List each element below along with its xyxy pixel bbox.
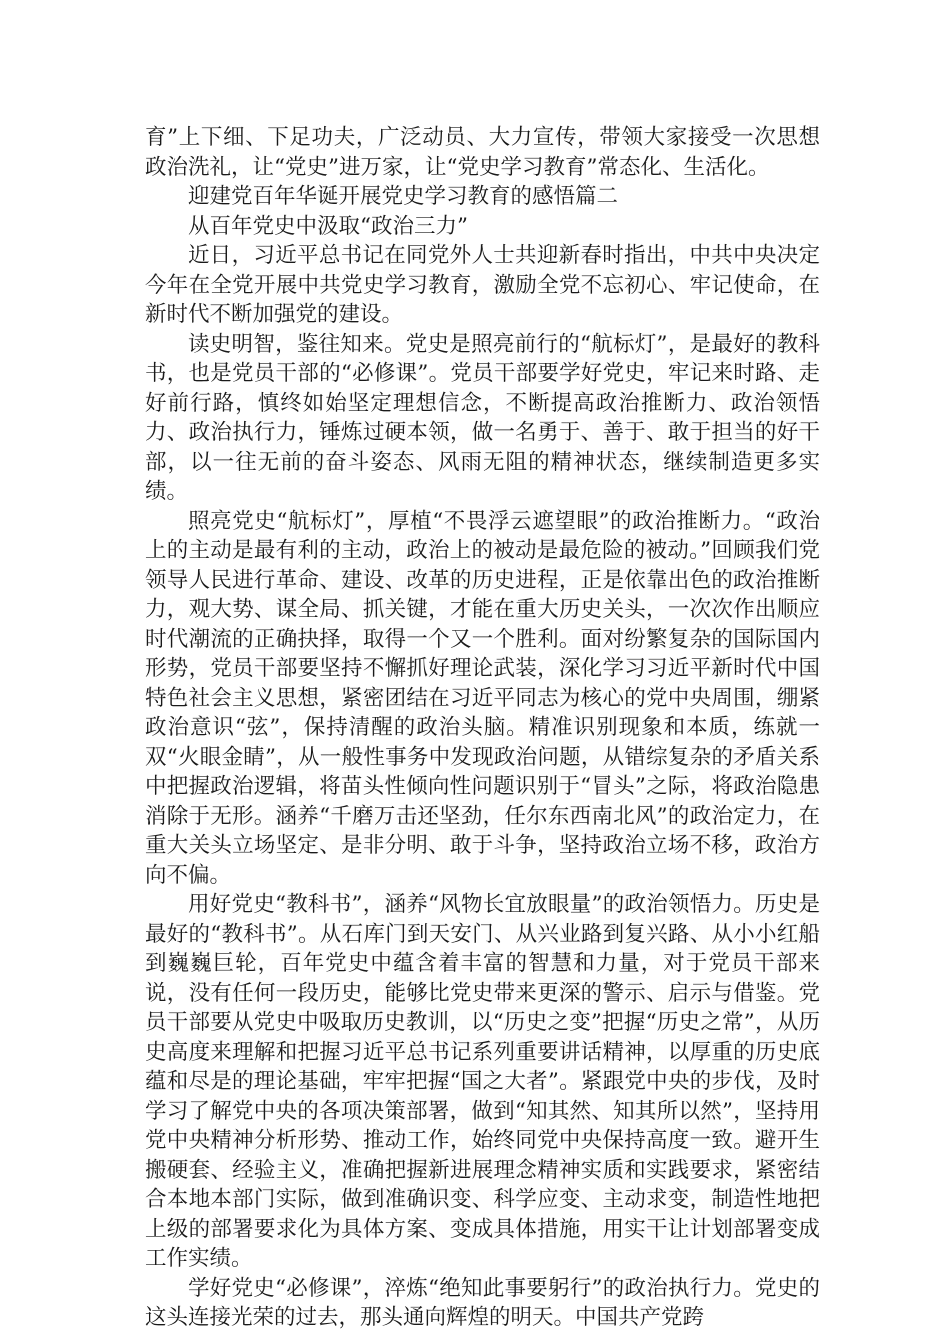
paragraph: 近日，习近平总书记在同党外人士共迎新春时指出，中共中央决定今年在全党开展中共党史学习教育，激励全党不忘初心、牢记使命，在新时代不断加强党的建设。: [145, 243, 820, 327]
paragraph: 用好党史“教科书”，涵养“风物长宜放眼量”的政治领悟力。历史是最好的“教科书”。从石库门到天安门、从兴业路到复兴路、从小小红船到巍巍巨轮，百年党史中蕴含着丰富的智慧和力量，对于党员干部来说，没有任何一段历史，能够比党史带来更深的警示、启示与借鉴。党员干部要从党史中吸取历史教训，以“历史之变”把握“历史之常”，从历史高度来理解和把握习近平总书记系列重要讲话精神，以厚重的历史底蕴和尽是的理论基础，牢牢把握“国之大者”。紧跟党中央的步伐，及时学习了解党中央的各项决策部署，做到“知其然、知其所以然”，坚持用党中央精神分析形势、推动工作，始终同党中央保持高度一致。避开生搬硬套、经验主义，准确把握新进展理念精神实质和实践要求，紧密结合本地本部门实际，做到准确识变、科学应变、主动求变，制造性地把上级的部署要求化为具体方案、变成具体措施，用实干让计划部署变成工作实绩。: [145, 892, 820, 1271]
paragraph: 学好党史“必修课”，淬炼“绝知此事要躬行”的政治执行力。党史的这头连接光荣的过去，那头通向辉煌的明天。中国共产党跨: [145, 1275, 820, 1330]
article-subtitle: 从百年党史中汲取“政治三力”: [188, 213, 468, 239]
article-title: 迎建党百年华诞开展党史学习教育的感悟篇二: [188, 184, 619, 209]
document-body: [145, 123, 820, 1333]
paragraph: 照亮党史“航标灯”，厚植“不畏浮云遮望眼”的政治推断力。“政治上的主动是最有利的主动，政治上的被动是最危险的被动。”回顾我们党领导人民进行革命、建设、改革的历史进程，正是依靠出色的政治推断力，观大势、谋全局、抓关键，才能在重大历史关头，一次次作出顺应时代潮流的正确抉择，取得一个又一个胜利。面对纷繁复杂的国际国内形势，党员干部要坚持不懈抓好理论武装，深化学习习近平新时代中国特色社会主义思想，紧密团结在习近平同志为核心的党中央周围，绷紧政治意识“弦”，保持清醒的政治头脑。精准识别现象和本质，练就一双“火眼金睛”，从一般性事务中发现政治问题，从错综复杂的矛盾关系中把握政治逻辑，将苗头性倾向性问题识别于“冒头”之际，将政治隐患消除于无形。涵养“千磨万击还坚劲，任尔东西南北风”的政治定力，在重大关头立场坚定、是非分明、敢于斗争，坚持政治立场不移，政治方向不偏。: [145, 508, 820, 888]
paragraph-continued: 育”上下细、下足功夫，广泛动员、大力宣传，带领大家接受一次思想政治洗礼，让“党史”进万家，让“党史学习教育”常态化、生活化。: [145, 125, 820, 180]
paragraph: 读史明智，鉴往知来。党史是照亮前行的“航标灯”，是最好的教科书，也是党员干部的“必修课”。党员干部要学好党史，牢记来时路、走好前行路，慎终如始坚定理想信念，不断提高政治推断力、政治领悟力、政治执行力，锤炼过硬本领，做一名勇于、善于、敢于担当的好干部，以一往无前的奋斗姿态、风雨无阻的精神状态，继续制造更多实绩。: [145, 331, 820, 504]
